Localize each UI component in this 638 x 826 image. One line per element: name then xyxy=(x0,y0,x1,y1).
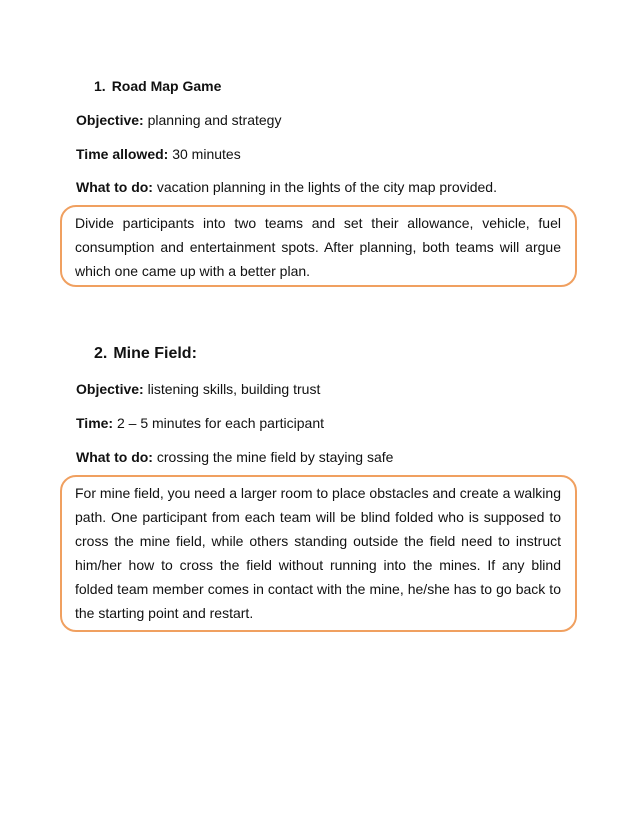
todo-value: crossing the mine field by staying safe xyxy=(156,449,394,465)
section-1-heading xyxy=(94,78,221,94)
section-1-number: 1. xyxy=(94,78,106,94)
objective-value: listening skills, building trust xyxy=(147,381,321,397)
time-label: Time: xyxy=(76,415,114,431)
section-2-todo xyxy=(76,449,393,465)
todo-label: What to do: xyxy=(76,449,153,465)
time-value: 2 – 5 minutes for each participant xyxy=(116,415,324,431)
section-1-description-box: Divide participants into two teams and set their allowance, vehicle, fuel consumption and entertainment spots. After planning, both teams will argue which one came up with a better plan. xyxy=(60,205,577,287)
objective-value: planning and strategy xyxy=(147,112,282,128)
section-2-title: Mine Field: xyxy=(113,345,197,362)
todo-label: What to do: xyxy=(76,179,153,195)
section-1-title: Road Map Game xyxy=(111,78,222,94)
todo-value: vacation planning in the lights of the city map provided. xyxy=(156,179,497,195)
section-1-time xyxy=(76,146,241,162)
section-2-objective xyxy=(76,381,320,397)
section-2-description-box: For mine field, you need a larger room to place obstacles and create a walking path. One participant from each team will be blind folded who is supposed to cross the mine field, while others standing outside the field need to instruct him/her how to cross the field without running into the mines. If any blind folded team member comes in contact with the mine, he/she has to go back to the starting point and restart. xyxy=(60,475,577,632)
time-value: 30 minutes xyxy=(172,146,241,162)
section-2-heading xyxy=(94,345,197,363)
section-2-time xyxy=(76,415,324,431)
objective-label: Objective: xyxy=(76,381,144,397)
time-label: Time allowed: xyxy=(76,146,169,162)
section-2-number: 2. xyxy=(94,345,108,362)
section-1-todo xyxy=(76,179,497,195)
section-1-objective xyxy=(76,112,281,128)
objective-label: Objective: xyxy=(76,112,144,128)
